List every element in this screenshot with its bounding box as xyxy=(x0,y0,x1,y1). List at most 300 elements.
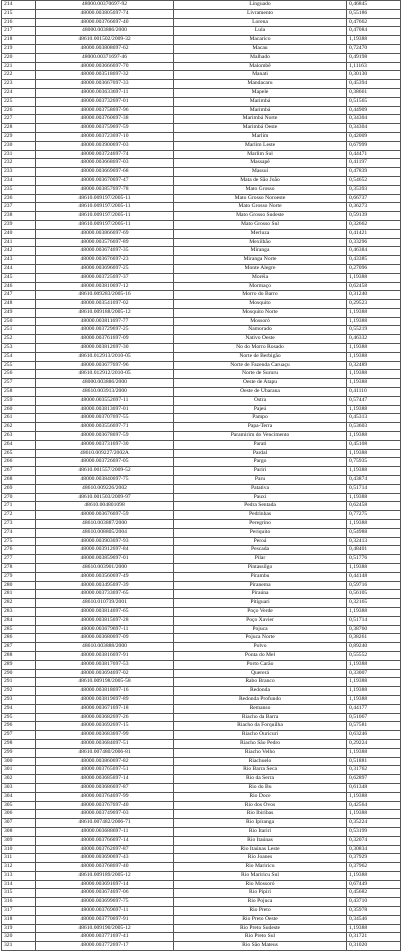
row-number-cell: 303 xyxy=(2,783,36,792)
rate-value-cell: 0,34304 xyxy=(347,124,401,133)
process-number-cell: 48000.003682697-26 xyxy=(36,713,174,722)
rate-value-cell: 0,43710 xyxy=(347,898,401,907)
process-number-cell: 48000.003674697-06 xyxy=(36,889,174,898)
rate-value-cell: 0,32413 xyxy=(347,537,401,546)
table-row xyxy=(2,194,401,203)
field-name-cell: Oeste de Ubarana xyxy=(174,388,347,397)
process-number-cell: 48000.003674697-35 xyxy=(36,247,174,256)
process-number-cell: 48610.001503/2009-97 xyxy=(36,493,174,502)
process-number-cell: 48000.003669697-68 xyxy=(36,168,174,177)
process-number-cell: 48610.009188/2005-12 xyxy=(36,308,174,317)
row-number-cell: 228 xyxy=(2,124,36,133)
process-number-cell: 48000.003771697-41 xyxy=(36,933,174,942)
rate-value-cell: 0,56105 xyxy=(347,590,401,599)
rate-value-cell: 0,72470 xyxy=(347,44,401,53)
rate-value-cell: 1,19388 xyxy=(347,924,401,933)
rate-value-cell: 0,51067 xyxy=(347,713,401,722)
table-row xyxy=(2,766,401,775)
field-name-cell: Ponta do Mel xyxy=(174,651,347,660)
row-number-cell: 317 xyxy=(2,907,36,916)
rate-value-cell: 0,38661 xyxy=(347,88,401,97)
field-name-cell: Nativo Oeste xyxy=(174,335,347,344)
rate-value-cell: 0,35393 xyxy=(347,185,401,194)
process-number-cell: 48000.003576697-89 xyxy=(36,238,174,247)
rate-value-cell: 1,19388 xyxy=(347,687,401,696)
row-number-cell: 286 xyxy=(2,634,36,643)
rate-value-cell: 0,51565 xyxy=(347,97,401,106)
field-name-cell: Peregrino xyxy=(174,520,347,529)
row-number-cell: 301 xyxy=(2,766,36,775)
table-row xyxy=(2,1,401,10)
row-number-cell: 250 xyxy=(2,317,36,326)
table-row xyxy=(2,115,401,124)
field-name-cell: Massuí xyxy=(174,168,347,177)
row-number-cell: 281 xyxy=(2,590,36,599)
process-number-cell: 48610.009197/2005-11 xyxy=(36,194,174,203)
field-name-cell: Rio Mariricu xyxy=(174,863,347,872)
row-number-cell: 215 xyxy=(2,9,36,18)
process-number-cell: 48000.003886/2000 xyxy=(36,27,174,36)
process-number-cell: 48000.003541697-02 xyxy=(36,300,174,309)
row-number-cell: 245 xyxy=(2,273,36,282)
field-name-cell: Rio Doce xyxy=(174,792,347,801)
table-row xyxy=(2,256,401,265)
row-number-cell: 223 xyxy=(2,80,36,89)
rate-value-cell: 0,66737 xyxy=(347,194,401,203)
field-name-cell: Pojuca xyxy=(174,625,347,634)
table-row xyxy=(2,141,401,150)
row-number-cell: 232 xyxy=(2,159,36,168)
row-number-cell: 307 xyxy=(2,819,36,828)
process-number-cell: 48000.003866697-69 xyxy=(36,229,174,238)
table-row xyxy=(2,907,401,916)
table-row xyxy=(2,282,401,291)
table-row xyxy=(2,88,401,97)
field-name-cell: Mapele xyxy=(174,88,347,97)
process-number-cell: 48000.003690697-43 xyxy=(36,854,174,863)
table-row xyxy=(2,317,401,326)
rate-value-cell: 0,43874 xyxy=(347,476,401,485)
process-number-cell: 48000.003860697-82 xyxy=(36,757,174,766)
field-name-cell: Mormaço xyxy=(174,282,347,291)
row-number-cell: 289 xyxy=(2,660,36,669)
process-number-cell: 48000.003886/2000 xyxy=(36,379,174,388)
field-name-cell: Marimbá xyxy=(174,97,347,106)
rate-value-cell: 0,46845 xyxy=(347,1,401,10)
field-name-cell: Marimbá xyxy=(174,106,347,115)
process-number-cell: 48610.009227/2002A xyxy=(36,449,174,458)
row-number-cell: 238 xyxy=(2,212,36,221)
field-name-cell: Pajeú xyxy=(174,405,347,414)
field-name-cell: Rio dos Ovos xyxy=(174,801,347,810)
table-row xyxy=(2,414,401,423)
table-row xyxy=(2,53,401,62)
field-name-cell: Rio Ibiribas xyxy=(174,810,347,819)
process-number-cell: 48000.003560697-49 xyxy=(36,572,174,581)
table-row xyxy=(2,27,401,36)
process-number-cell: 48000.003692697-15 xyxy=(36,722,174,731)
field-name-cell: Periquito xyxy=(174,528,347,537)
process-number-cell: 48000.003729697-25 xyxy=(36,326,174,335)
process-number-cell: 48000.003766697-40 xyxy=(36,18,174,27)
row-number-cell: 222 xyxy=(2,71,36,80)
table-row xyxy=(2,616,401,625)
field-name-cell: Pintassilgo xyxy=(174,564,347,573)
rate-value-cell: 0,29224 xyxy=(347,739,401,748)
field-name-cell: Morro do Barro xyxy=(174,291,347,300)
table-row xyxy=(2,722,401,731)
field-name-cell: Rio Preto Sudeste xyxy=(174,924,347,933)
field-name-cell: Miranga xyxy=(174,247,347,256)
process-number-cell: 48000.003733697-65 xyxy=(36,590,174,599)
rate-value-cell: 0,46384 xyxy=(347,247,401,256)
process-number-cell: 48000.003667697-33 xyxy=(36,80,174,89)
table-row xyxy=(2,476,401,485)
field-name-cell: Marlim xyxy=(174,132,347,141)
row-number-cell: 280 xyxy=(2,581,36,590)
row-number-cell: 275 xyxy=(2,537,36,546)
row-number-cell: 244 xyxy=(2,264,36,273)
row-number-cell: 267 xyxy=(2,467,36,476)
row-number-cell: 217 xyxy=(2,27,36,36)
process-number-cell: 48000.003676697-59 xyxy=(36,511,174,520)
field-name-cell: Rio Barra Seca xyxy=(174,766,347,775)
table-row xyxy=(2,71,401,80)
rate-value-cell: 0,47084 xyxy=(347,27,401,36)
process-number-cell: 48000.003668697-03 xyxy=(36,159,174,168)
field-name-cell: Monte Alegre xyxy=(174,264,347,273)
table-row xyxy=(2,783,401,792)
rate-value-cell: 0,75935 xyxy=(347,458,401,467)
rate-value-cell: 1,19388 xyxy=(347,273,401,282)
field-name-cell: Namorado xyxy=(174,326,347,335)
rate-value-cell: 1,19388 xyxy=(347,370,401,379)
row-number-cell: 269 xyxy=(2,484,36,493)
process-number-cell: 48000.003810697-12 xyxy=(36,282,174,291)
table-row xyxy=(2,660,401,669)
field-name-cell: Manati xyxy=(174,71,347,80)
table-row xyxy=(2,458,401,467)
rate-value-cell: 0,29523 xyxy=(347,300,401,309)
table-row xyxy=(2,432,401,441)
rate-value-cell: 1,19388 xyxy=(347,871,401,880)
row-number-cell: 230 xyxy=(2,141,36,150)
rate-value-cell: 0,62458 xyxy=(347,502,401,511)
row-number-cell: 290 xyxy=(2,669,36,678)
row-number-cell: 241 xyxy=(2,238,36,247)
rate-value-cell: 0,44177 xyxy=(347,704,401,713)
row-number-cell: 285 xyxy=(2,625,36,634)
process-number-cell: 48000.003676697-23 xyxy=(36,256,174,265)
field-name-cell: Rio Pipiri xyxy=(174,889,347,898)
row-number-cell: 265 xyxy=(2,449,36,458)
table-row xyxy=(2,827,401,836)
table-row xyxy=(2,537,401,546)
field-name-cell: Pedra Sentada xyxy=(174,502,347,511)
field-name-cell: Norte de Sururu xyxy=(174,370,347,379)
table-row xyxy=(2,203,401,212)
process-number-cell: 48000.003552697-11 xyxy=(36,396,174,405)
table-row xyxy=(2,502,401,511)
field-name-cell: Mato Grosso Sul xyxy=(174,220,347,229)
row-number-cell: 297 xyxy=(2,731,36,740)
row-number-cell: 219 xyxy=(2,44,36,53)
row-number-cell: 282 xyxy=(2,599,36,608)
table-row xyxy=(2,528,401,537)
row-number-cell: 258 xyxy=(2,388,36,397)
rate-value-cell: 1,19388 xyxy=(347,695,401,704)
process-number-cell: 48610.004801098 xyxy=(36,502,174,511)
rate-value-cell: 0,51881 xyxy=(347,757,401,766)
rate-value-cell: 0,44148 xyxy=(347,572,401,581)
table-row xyxy=(2,291,401,300)
row-number-cell: 319 xyxy=(2,924,36,933)
table-row xyxy=(2,590,401,599)
process-number-cell: 48000.003900697-03 xyxy=(36,141,174,150)
field-name-cell: Pampo xyxy=(174,414,347,423)
field-name-cell: Livramento xyxy=(174,9,347,18)
table-row xyxy=(2,880,401,889)
field-name-cell: Remanso xyxy=(174,704,347,713)
field-name-cell: Malhado xyxy=(174,53,347,62)
rate-value-cell: 1,19388 xyxy=(347,678,401,687)
field-name-cell: Rabo Branco xyxy=(174,678,347,687)
rate-value-cell: 0,31020 xyxy=(347,942,401,951)
field-name-cell: Rio Itaúnas xyxy=(174,836,347,845)
row-number-cell: 259 xyxy=(2,396,36,405)
rate-value-cell: 0,43385 xyxy=(347,256,401,265)
table-row xyxy=(2,871,401,880)
field-name-cell: Marlim Sul xyxy=(174,150,347,159)
row-number-cell: 313 xyxy=(2,871,36,880)
table-row xyxy=(2,739,401,748)
rate-value-cell: 1,19388 xyxy=(347,493,401,502)
process-number-cell: 48000.003684697-51 xyxy=(36,739,174,748)
table-row xyxy=(2,326,401,335)
table-row xyxy=(2,352,401,361)
process-number-cell: 48610.008805/2004 xyxy=(36,528,174,537)
field-name-cell: Moréia xyxy=(174,273,347,282)
table-row xyxy=(2,669,401,678)
process-number-cell: 48000.00371697-46 xyxy=(36,53,174,62)
table-row xyxy=(2,810,401,819)
field-name-cell: Rio Itaúnas Leste xyxy=(174,845,347,854)
table-row xyxy=(2,361,401,370)
field-name-cell: Rio Mariricu Sul xyxy=(174,871,347,880)
table-row xyxy=(2,44,401,53)
row-number-cell: 270 xyxy=(2,493,36,502)
field-name-cell: No do Morro Rosado xyxy=(174,344,347,353)
rate-value-cell: 0,45394 xyxy=(347,80,401,89)
rate-value-cell: 0,41421 xyxy=(347,229,401,238)
rate-value-cell: 0,54988 xyxy=(347,528,401,537)
row-number-cell: 221 xyxy=(2,62,36,71)
process-number-cell: 48000.003766697-14 xyxy=(36,836,174,845)
table-row xyxy=(2,308,401,317)
field-name-cell: Rio Preto Oeste xyxy=(174,915,347,924)
table-row xyxy=(2,106,401,115)
table-row xyxy=(2,344,401,353)
table-row xyxy=(2,678,401,687)
row-number-cell: 295 xyxy=(2,713,36,722)
table-row xyxy=(2,898,401,907)
process-number-cell: 48000.003688697-11 xyxy=(36,827,174,836)
table-row xyxy=(2,933,401,942)
rate-value-cell: 0,41110 xyxy=(347,388,401,397)
row-number-cell: 234 xyxy=(2,176,36,185)
table-row xyxy=(2,212,401,221)
rate-value-cell: 1,19388 xyxy=(347,810,401,819)
row-number-cell: 291 xyxy=(2,678,36,687)
field-name-cell: Rio Preto Sul xyxy=(174,933,347,942)
table-row xyxy=(2,863,401,872)
rate-value-cell: 1,19388 xyxy=(347,607,401,616)
row-number-cell: 255 xyxy=(2,361,36,370)
field-name-cell: Pedrinhas xyxy=(174,511,347,520)
table-row xyxy=(2,854,401,863)
rate-value-cell: 1,19388 xyxy=(347,467,401,476)
rate-value-cell: 0,63246 xyxy=(347,731,401,740)
process-number-cell: 48000.003691697-14 xyxy=(36,880,174,889)
rate-value-cell: 0,33296 xyxy=(347,238,401,247)
process-number-cell: 48000.003819697-89 xyxy=(36,695,174,704)
process-number-cell: 48000.003808697-62 xyxy=(36,44,174,53)
field-name-cell: Merluza xyxy=(174,229,347,238)
process-number-cell: 48610.003913/2000 xyxy=(36,388,174,397)
field-name-cell: Pilar xyxy=(174,555,347,564)
rate-value-cell: 0,49198 xyxy=(347,53,401,62)
row-number-cell: 284 xyxy=(2,616,36,625)
table-row xyxy=(2,405,401,414)
field-name-cell: Mato Grosso Noroeste xyxy=(174,194,347,203)
field-name-cell: Marlim Leste xyxy=(174,141,347,150)
table-row xyxy=(2,564,401,573)
field-name-cell: Pojuca Norte xyxy=(174,634,347,643)
rate-value-cell: 0,47839 xyxy=(347,168,401,177)
process-number-cell: 48000.003770697-91 xyxy=(36,915,174,924)
table-row xyxy=(2,581,401,590)
rate-value-cell: 0,32662 xyxy=(347,220,401,229)
row-number-cell: 257 xyxy=(2,379,36,388)
row-number-cell: 279 xyxy=(2,572,36,581)
process-number-cell: 48000.003686697-87 xyxy=(36,783,174,792)
process-number-cell: 48000.003764697-99 xyxy=(36,792,174,801)
row-number-cell: 308 xyxy=(2,827,36,836)
field-name-cell: Redonda xyxy=(174,687,347,696)
process-number-cell: 48610.007480/2006-81 xyxy=(36,748,174,757)
field-name-cell: Rio Pojuca xyxy=(174,898,347,907)
process-number-cell: 48000.003683697-99 xyxy=(36,731,174,740)
field-name-cell: Peroá xyxy=(174,537,347,546)
field-name-cell: Piraúna xyxy=(174,590,347,599)
row-number-cell: 294 xyxy=(2,704,36,713)
table-row xyxy=(2,731,401,740)
table-row xyxy=(2,792,401,801)
row-number-cell: 254 xyxy=(2,352,36,361)
row-number-cell: 304 xyxy=(2,792,36,801)
table-row xyxy=(2,634,401,643)
row-number-cell: 278 xyxy=(2,564,36,573)
rate-value-cell: 1,19388 xyxy=(347,405,401,414)
process-number-cell: 48000.003903697-93 xyxy=(36,537,174,546)
table-row xyxy=(2,132,401,141)
row-number-cell: 298 xyxy=(2,739,36,748)
process-number-cell: 48000.003679697-11 xyxy=(36,625,174,634)
table-row xyxy=(2,150,401,159)
table-row xyxy=(2,599,401,608)
table-row xyxy=(2,300,401,309)
field-name-cell: Norte de Berbigão xyxy=(174,352,347,361)
table-row xyxy=(2,511,401,520)
field-name-cell: Paru xyxy=(174,476,347,485)
process-number-cell: 48000.003759697-59 xyxy=(36,124,174,133)
table-row xyxy=(2,335,401,344)
field-name-cell: Mandacaru xyxy=(174,80,347,89)
field-name-cell: Patativa xyxy=(174,484,347,493)
row-number-cell: 252 xyxy=(2,335,36,344)
field-name-cell: Pargo xyxy=(174,458,347,467)
field-name-cell: Riacho Ouricuri xyxy=(174,731,347,740)
process-number-cell: 48000.003699697-75 xyxy=(36,898,174,907)
field-name-cell: Oeste de Atapu xyxy=(174,379,347,388)
field-name-cell: Porto Carão xyxy=(174,660,347,669)
table-row xyxy=(2,889,401,898)
rate-value-cell: 0,48401 xyxy=(347,546,401,555)
rate-value-cell: 1,19388 xyxy=(347,344,401,353)
rate-value-cell: 1,19388 xyxy=(347,792,401,801)
process-number-cell: 48610.012912/2010-05 xyxy=(36,370,174,379)
field-name-cell: Riacho da Barra xyxy=(174,713,347,722)
table-row xyxy=(2,748,401,757)
process-number-cell: 48000.003666697-70 xyxy=(36,62,174,71)
process-number-cell: 48610.003901/2000 xyxy=(36,564,174,573)
field-name-cell: Rio Mossoró xyxy=(174,880,347,889)
field-name-cell: Miranga Norte xyxy=(174,256,347,265)
row-number-cell: 253 xyxy=(2,344,36,353)
process-number-cell: 48000.003723697-10 xyxy=(36,132,174,141)
rate-value-cell: 0,54652 xyxy=(347,176,401,185)
field-name-cell: Marimbá Oeste xyxy=(174,124,347,133)
process-number-cell: 48610.009197/2005-11 xyxy=(36,220,174,229)
table-row xyxy=(2,845,401,854)
field-name-cell: Mata de São João xyxy=(174,176,347,185)
table-row xyxy=(2,9,401,18)
process-number-cell: 48000.003680697-09 xyxy=(36,634,174,643)
process-number-cell: 48000.003678697-59 xyxy=(36,432,174,441)
field-name-cell: Macau xyxy=(174,44,347,53)
rate-value-cell: 0,51776 xyxy=(347,555,401,564)
process-number-cell: 48000.003518697-32 xyxy=(36,71,174,80)
rate-value-cell: 0,34304 xyxy=(347,115,401,124)
row-number-cell: 268 xyxy=(2,476,36,485)
rate-value-cell: 0,62458 xyxy=(347,282,401,291)
field-name-cell: Linguado xyxy=(174,1,347,10)
process-number-cell: 48000.003772697-17 xyxy=(36,942,174,951)
field-name-cell: Massapê xyxy=(174,159,347,168)
row-number-cell: 312 xyxy=(2,863,36,872)
field-name-cell: Malombê xyxy=(174,62,347,71)
table-row xyxy=(2,36,401,45)
field-name-cell: Piranema xyxy=(174,581,347,590)
row-number-cell: 274 xyxy=(2,528,36,537)
field-name-cell: Quererá xyxy=(174,669,347,678)
table-row xyxy=(2,440,401,449)
field-name-cell: Poço Xavier xyxy=(174,616,347,625)
rate-value-cell: 1,19388 xyxy=(347,36,401,45)
process-number-cell: 48610.009226/2002 xyxy=(36,484,174,493)
table-row xyxy=(2,229,401,238)
row-number-cell: 214 xyxy=(2,1,36,10)
